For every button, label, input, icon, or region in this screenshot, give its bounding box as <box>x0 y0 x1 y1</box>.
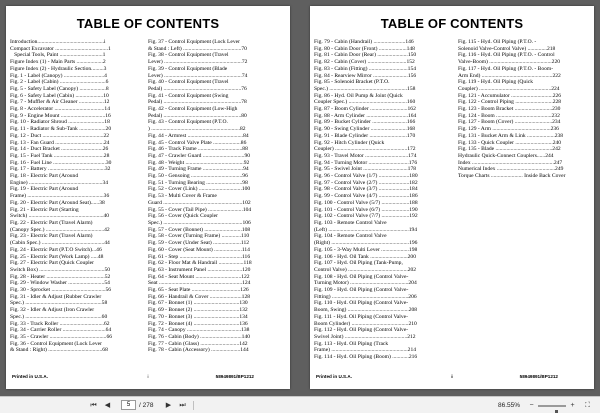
toc-entry[interactable]: Special Tools, Paint ...............................1 <box>10 52 106 59</box>
toolbar-divider <box>193 401 194 410</box>
zoom-in-icon[interactable]: + <box>570 402 575 409</box>
toc-entry[interactable]: Fig. 131 - Bucket Arm & Link ....................238 <box>458 132 564 139</box>
fit-page-icon[interactable]: ⛶ <box>585 402 590 409</box>
toc-entry[interactable]: Numerical Index ..........................................249 <box>458 166 564 173</box>
toc-entry[interactable]: Fig. 79 - Cabin (Handrail) .......................146 <box>314 39 414 45</box>
toc-entry[interactable]: Swivel Joint) .............................................212 <box>314 333 416 340</box>
toc-entry[interactable]: Fig. 47 - Crawler Guard ..............................90 <box>148 152 250 159</box>
footer-doc-number: 58949891/BP1212 <box>519 374 558 379</box>
toc-entry[interactable]: Fig. 2 - Label (Cabin) .................................6 <box>10 79 109 86</box>
toc-entry[interactable]: Fig. 59 - Cover (Under Seat) ....................112 <box>148 240 250 247</box>
toc-entry[interactable]: Arm End) ...................................................222 <box>458 72 561 79</box>
toc-entry[interactable]: Seat ............................................................124 <box>148 280 251 287</box>
toc-entry[interactable]: Fig. 5 - Safety Label (Canopy) ...................8 <box>10 85 109 92</box>
toc-entry[interactable]: Fig. 8 - Accelerator ....................................14 <box>10 106 110 113</box>
toc-entry[interactable]: Frame) .......................................................214 <box>314 347 416 354</box>
toc-entry[interactable]: Fitting) .......................................................206 <box>314 293 417 300</box>
toc-entry[interactable]: Fig. 115 - Hyd. Oil Piping (P.T.O. - <box>458 39 537 45</box>
toc-entry[interactable]: Fig. 110 - Hyd. Oil Piping (Control Valve- <box>314 300 409 307</box>
toc-entry[interactable]: Frame) .......................................................36 <box>10 193 110 200</box>
toc-entry[interactable]: Boom, Swing) ............................................208 <box>314 307 418 314</box>
toc-entry[interactable]: Fig. 92 - Hitch Cylinder (Quick <box>314 139 385 146</box>
toc-entry[interactable]: Fig. 9 - Engine Mount ................................16 <box>10 112 111 119</box>
toc-entry[interactable]: Fig. 100 - Control Valve (5/7) ....................188 <box>314 199 418 206</box>
toc-entry[interactable]: Fig. 127 - Boom (Cover) ...........................234 <box>458 119 561 126</box>
toc-entry[interactable]: Fig. 97 - Control Valve (2/7) ......................182 <box>314 179 418 186</box>
toc-entry[interactable]: Fig. 80 - Cabin Door (Front) ....................148 <box>314 45 415 52</box>
toc-entry[interactable]: Fig. 34 - Carrier Roller ...............................64 <box>10 327 112 334</box>
toc-entry[interactable]: Pedal) ........................................................78 <box>148 99 247 106</box>
toc-entry[interactable]: Fig. 135 - Blade .........................................242 <box>458 146 561 153</box>
toc-entry[interactable]: Fig. 114 - Hyd. Oil Piping (Boom) ............216 <box>314 354 418 361</box>
toc-entry[interactable]: Fig. 77 - Cabin (Glass) ............................142 <box>148 340 248 347</box>
toc-entry[interactable]: Fig. 33 - Track Roller ................................62 <box>10 320 110 327</box>
toc-entry[interactable]: (Cabin Spec.) .............................................44 <box>10 240 110 247</box>
toc-entry[interactable]: Figure Index (1) - Main Parts ...................2 <box>10 59 106 66</box>
toc-entry[interactable]: Fig. 15 - Fuel Tank ....................................28 <box>10 152 110 159</box>
toc-entry[interactable]: Control Valve) ...........................................202 <box>314 266 417 273</box>
toc-entry[interactable]: Fig. 102 - Control Valve (7/7) ....................192 <box>314 213 418 220</box>
toc-entry[interactable]: Fig. 60 - Cover (Seat Mount) ....................114 <box>148 246 250 253</box>
toc-entry[interactable]: Lever) ........................................................72 <box>148 59 248 66</box>
footer-printed: Printed in U.S.A. <box>316 374 352 379</box>
viewer-toolbar <box>0 396 600 413</box>
toc-entry[interactable]: Fig. 123 - Boom Bracket ...........................230 <box>458 106 561 113</box>
toc-entry[interactable]: Spec.) .........................................................106 <box>148 219 251 226</box>
toc-entry[interactable]: Fig. 133 - Quick Coupler ...........................240 <box>458 139 562 146</box>
toc-entry[interactable]: Fig. 42 - Control Equipment (Low-High <box>148 106 238 113</box>
footer-printed: Printed in U.S.A. <box>12 374 48 379</box>
page-total: / 278 <box>139 402 154 409</box>
toc-entry[interactable]: & Stand : Left) ..........................................70 <box>148 45 247 52</box>
toc-entry[interactable]: Fig. 41 - Control Equipment (Swing <box>148 92 229 99</box>
toc-entry[interactable]: Fig. 99 - Control Valve (4/7) ......................186 <box>314 193 418 200</box>
page-footer <box>12 374 284 382</box>
page-title: TABLE OF CONTENTS <box>76 16 220 31</box>
toc-entry[interactable]: Fig. 58 - Cover (Turning Frame) ..............110 <box>148 233 250 240</box>
toc-entry[interactable]: Fig. 122 - Control Piping ...........................228 <box>458 99 562 106</box>
toc-entry[interactable]: Fig. 25 - Electric Part (Work Lamp) .....48 <box>10 253 104 260</box>
toc-entry[interactable]: Fig. 91 - Blade Cylinder ...........................170 <box>314 132 416 139</box>
toc-entry[interactable]: Fig. 38 - Control Equipment (Travel <box>148 52 229 59</box>
toc-entry[interactable]: Fig. 104 - Remote Control Valve <box>314 233 387 240</box>
toc-entry[interactable]: Fig. 31 - Idler & Adjust (Rubber Crawler <box>10 293 102 300</box>
toc-entry[interactable]: Fig. 46 - Track Frame ................................88 <box>148 146 248 153</box>
toc-entry[interactable]: Index ...........................................................247 <box>458 159 563 166</box>
toc-entry[interactable]: Fig. 121 - Accumulator ..............................226 <box>458 92 562 99</box>
toc-entry[interactable]: Pedal) ........................................................76 <box>148 85 247 92</box>
toc-entry[interactable]: Fig. 27 - Electric Part (Quick Coupler <box>10 260 94 267</box>
toc-entry[interactable]: Fig. 10 - Radiator Shroud ..........................18 <box>10 119 110 126</box>
toc-entry[interactable]: Fig. 29 - Window Washer ..........................54 <box>10 280 110 287</box>
footer-page-number: ii <box>450 374 454 379</box>
toc-entry[interactable]: Fig. 76 - Cabin (Body) ..............................140 <box>148 333 250 340</box>
toc-entry[interactable]: Fig. 7 - Muffler & Air Cleaner ..................12 <box>10 99 110 106</box>
toc-entry[interactable]: Boom Cylinder) .........................................210 <box>314 320 417 327</box>
toc-entry[interactable]: Coupler) ....................................................172 <box>314 146 416 153</box>
toc-entry[interactable]: Fig. 96 - Control Valve (1/7) ......................180 <box>314 173 418 180</box>
first-page-icon[interactable]: ⏮ <box>90 402 97 409</box>
toc-entry[interactable]: Fig. 64 - Seat Mount .................................122 <box>148 273 250 280</box>
toc-entry[interactable]: Fig. 86 - Hyd. Oil Pump & Joint (Quick <box>314 92 403 99</box>
toc-entry[interactable]: Fig. 35 - Crawler .........................................66 <box>10 333 112 340</box>
zoom-level: 86.55% <box>498 402 521 409</box>
toc-entry[interactable]: Fig. 37 - Control Equipment (Lock Lever <box>148 39 240 45</box>
toc-entry[interactable]: Fig. 81 - Cabin Door (Rear) ......................150 <box>314 52 417 59</box>
toc-entry[interactable]: Spec.) .......................................................60 <box>10 313 108 320</box>
toc-entry[interactable]: Fig. 16 - Fuel Line ......................................30 <box>10 159 112 166</box>
toc-entry[interactable]: Fig. 89 - Bucket Cylinder .........................166 <box>314 119 416 126</box>
toc-column-2 <box>148 39 282 354</box>
toc-entry[interactable]: Fig. 87 - Boom Cylinder ...........................162 <box>314 106 416 113</box>
toc-entry[interactable]: Fig. 30 - Sprocket .......................................56 <box>10 287 112 294</box>
toc-entry[interactable]: Fig. 93 - Travel Motor ...............................174 <box>314 152 417 159</box>
toc-entry[interactable]: Fig. 18 - Electric Part (Around <box>10 173 79 180</box>
toc-entry[interactable]: Fig. 108 - Hyd. Oil Piping (Control Valve- <box>314 273 409 280</box>
toc-entry[interactable]: Hydraulic Quick-Connect Couplers......244 <box>458 152 554 159</box>
toc-entry[interactable]: Fig. 11 - Radiator & Sub-Tank ...................20 <box>10 126 112 133</box>
footer-doc-number: 58949891/BP1212 <box>215 374 254 379</box>
toc-entry[interactable]: Fig. 57 - Cover (Bonnet) ...........................108 <box>148 226 251 233</box>
document-page-right <box>310 6 594 389</box>
toc-column-4 <box>458 39 590 180</box>
toc-entry[interactable]: Fig. 98 - Control Valve (3/7) ......................184 <box>314 186 418 193</box>
toc-entry[interactable]: Turning Motor) ..........................................204 <box>314 280 417 287</box>
toc-entry[interactable]: Fig. 67 - Bonnet (1) .................................130 <box>148 300 248 307</box>
zoom-slider[interactable] <box>538 405 566 407</box>
toc-entry[interactable]: Fig. 23 - Electric Part (Travel Alarm) <box>10 233 93 240</box>
toc-entry[interactable]: Fig. 109 - Hyd. Oil Piping (Control Valve- <box>314 287 409 294</box>
toc-entry[interactable]: Fig. 55 - Cover (Tail Pipe) .........................104 <box>148 206 252 213</box>
toc-entry[interactable]: Fig. 49 - Turning Frame .............................94 <box>148 166 249 173</box>
toc-entry[interactable]: (Left) ..........................................................194 <box>314 226 418 233</box>
toc-entry[interactable]: Guard .........................................................102 <box>148 199 251 206</box>
toc-entry[interactable]: Fig. 78 - Cabin (Accessory) .....................144 <box>148 347 249 354</box>
toc-entry[interactable]: Torque Charts ....................... Inside Back Cover <box>458 173 566 180</box>
toc-entry[interactable]: Fig. 40 - Control Equipment (Travel <box>148 79 229 86</box>
toc-entry[interactable]: Solenoid Valve-Control Valve) ..............218 <box>458 45 556 52</box>
toc-entry[interactable]: Fig. 14 - Duct Bracket ..............................26 <box>10 146 109 153</box>
toc-entry[interactable]: Fig. 119 - Hyd. Oil Piping (Quick <box>458 79 533 86</box>
toc-column-3 <box>314 39 454 361</box>
toc-entry[interactable]: Spec.) ........................................................158 <box>314 85 416 92</box>
toc-entry[interactable]: Fig. 63 - Instrument Panel .........................120 <box>148 266 251 273</box>
toc-entry[interactable]: Fig. 101 - Control Valve (6/7) ....................190 <box>314 206 418 213</box>
toc-entry[interactable]: Fig. 105 - 3-Way Multi Lever ....................198 <box>314 246 418 253</box>
toc-entry[interactable]: Fig. 129 - Arm ..........................................236 <box>458 126 559 133</box>
toc-entry[interactable]: Fig. 52 - Cover (Link) ...............................100 <box>148 186 251 193</box>
page-footer <box>316 374 588 382</box>
toc-entry[interactable]: Fig. 28 - Heater ..........................................52 <box>10 273 111 280</box>
toc-entry[interactable]: Fig. 36 - Control Equipment (Lock Lever <box>10 340 102 347</box>
toc-column-1 <box>10 39 143 354</box>
toc-entry[interactable]: Fig. 113 - Hyd. Oil Piping (Track <box>314 340 389 347</box>
toc-entry[interactable]: Engine) .....................................................34 <box>10 179 108 186</box>
toc-entry[interactable]: Coupler Spec.) ..........................................160 <box>314 99 416 106</box>
toc-entry[interactable]: Fig. 94 - Turning Motor .............................176 <box>314 159 418 166</box>
toc-entry[interactable]: & Stand : Right) .......................................68 <box>10 347 108 354</box>
toc-entry[interactable]: Fig. 83 - Cabin (Fitting) ............................154 <box>314 65 417 72</box>
toc-entry[interactable]: Fig. 19 - Electric Part (Around <box>10 186 79 193</box>
toc-entry[interactable]: Fig. 62 - Floor Mat & Handrail ..................118 <box>148 260 252 267</box>
toc-entry[interactable]: Fig. 6 - Safety Label (Cabin) ....................10 <box>10 92 109 99</box>
toc-entry[interactable]: Switch Box) ...............................................50 <box>10 266 110 273</box>
toc-entry[interactable]: Valve-Boom) .............................................220 <box>458 59 560 66</box>
toc-entry[interactable]: Fig. 43 - Control Equipment (P.T.O. <box>148 119 228 126</box>
toc-entry[interactable]: (Right) ........................................................196 <box>314 240 418 247</box>
toc-entry[interactable]: Fig. 1 - Label (Canopy) .............................4 <box>10 72 107 79</box>
toc-entry[interactable]: Fig. 17 - Battery .........................................32 <box>10 166 111 173</box>
toc-entry[interactable]: Compact Excavator ......................................1 <box>10 45 111 52</box>
page-number-input[interactable] <box>121 400 136 410</box>
zoom-out-icon[interactable]: − <box>529 402 534 409</box>
toc-entry[interactable]: Fig. 116 - Hyd. Oil Piping (P.T.O. - Control <box>458 52 555 59</box>
toc-entry[interactable]: Figure Index (2) - Hydraulic Section.........3 <box>10 65 107 72</box>
toc-entry[interactable]: Fig. 117 - Hyd. Oil Piping (P.T.O. - Boom- <box>458 65 554 72</box>
toc-entry[interactable]: Coupler) ....................................................224 <box>458 85 560 92</box>
toc-entry[interactable]: Fig. 95 - Swivel Joint ................................178 <box>314 166 417 173</box>
toc-entry[interactable]: Fig. 74 - Canopy .......................................138 <box>148 327 250 334</box>
next-page-icon[interactable]: ▶ <box>165 402 172 409</box>
toc-entry[interactable]: Fig. 84 - Rearview Mirror .........................156 <box>314 72 417 79</box>
toc-entry[interactable]: ) ................................................................82 <box>148 126 246 133</box>
toc-entry[interactable]: Fig. 61 - Step .............................................116 <box>148 253 251 260</box>
toc-entry[interactable]: Fig. 39 - Control Equipment (Blade <box>148 65 228 72</box>
toc-entry[interactable]: Fig. 32 - Idler & Adjust (Iron Crawler <box>10 307 95 314</box>
toc-entry[interactable]: Fig. 50 - Gensoing .....................................96 <box>148 173 248 180</box>
toc-entry[interactable]: Fig. 21 - Electric Part (Starting <box>10 206 79 213</box>
toc-entry[interactable]: Fig. 69 - Bonnet (2) .................................132 <box>148 307 248 314</box>
toc-entry[interactable]: Fig. 53 - Multi Cover & Frame <box>148 193 217 200</box>
toc-entry[interactable]: Switch) ......................................................40 <box>10 213 110 220</box>
toc-entry[interactable]: Spec.) .......................................................58 <box>10 300 108 307</box>
toc-entry[interactable]: Fig. 70 - Bonnet (3) .................................134 <box>148 313 248 320</box>
toc-entry[interactable]: Fig. 90 - Swing Cylinder ..........................168 <box>314 126 416 133</box>
toc-entry[interactable]: Fig. 72 - Bonnet (4) .................................136 <box>148 320 248 327</box>
toc-entry[interactable]: Fig. 22 - Electric Part (Travel Alarm) <box>10 219 93 226</box>
toc-entry[interactable]: Fig. 56 - Cover (Quick Coupler <box>148 213 218 220</box>
toc-entry[interactable]: Fig. 65 - Seat Plate ...................................126 <box>148 287 249 294</box>
document-page-left <box>6 6 290 389</box>
toc-entry[interactable]: Fig. 12 - Duct ............................................22 <box>10 132 110 139</box>
footer-page-number: i <box>147 374 149 379</box>
prev-page-icon[interactable]: ◀ <box>104 402 111 409</box>
toc-entry[interactable]: Fig. 111 - Hyd. Oil Piping (Control Valve- <box>314 313 408 320</box>
toc-entry[interactable]: Fig. 48 - Weight ..........................................92 <box>148 159 250 166</box>
page-title: TABLE OF CONTENTS <box>380 16 524 31</box>
toc-entry[interactable]: Fig. 44 - Armrest ........................................84 <box>148 132 249 139</box>
toc-entry[interactable]: Fig. 106 - Hyd. Oil Tank ...........................200 <box>314 253 416 260</box>
toc-entry[interactable]: (Canopy Spec.) ..........................................42 <box>10 226 110 233</box>
toc-entry[interactable]: Fig. 45 - Control Valve Plate ....................86 <box>148 139 247 146</box>
toc-entry[interactable]: Fig. 51 - Turning Bearing ..........................98 <box>148 179 248 186</box>
toc-entry[interactable]: Fig. 112 - Hyd. Oil Piping (Control Valve- <box>314 327 409 334</box>
toc-entry[interactable]: Fig. 103 - Remote Control Valve <box>314 219 387 226</box>
toc-entry[interactable]: Fig. 20 - Electric Part (Around Seat)......38 <box>10 199 105 206</box>
toc-entry[interactable]: Fig. 88 - Arm Cylinder ..............................164 <box>314 112 417 119</box>
toc-entry[interactable]: Fig. 82 - Cabin (Cover) ............................152 <box>314 59 415 66</box>
toc-entry[interactable]: Fig. 107 - Hyd. Oil Piping (Tank-Pump, <box>314 260 403 267</box>
toc-entry[interactable]: Lever) ........................................................74 <box>148 72 248 79</box>
toc-entry[interactable]: Fig. 13 - Fan Guard ...................................24 <box>10 139 110 146</box>
last-page-icon[interactable]: ⏭ <box>179 402 186 409</box>
toc-entry[interactable]: Fig. 85 - Solenoid Bracket (P.T.O. <box>314 79 390 86</box>
toc-entry[interactable]: Pedal) ........................................................80 <box>148 112 247 119</box>
toc-entry[interactable]: Fig. 124 - Boom ........................................232 <box>458 112 560 119</box>
toc-entry[interactable]: Fig. 66 - Handrail & Cover .......................128 <box>148 293 250 300</box>
toc-entry[interactable]: Introduction................................................i <box>10 39 106 45</box>
toc-entry[interactable]: Fig. 24 - Electric Part (P.T.O Switch)...46 <box>10 246 102 253</box>
